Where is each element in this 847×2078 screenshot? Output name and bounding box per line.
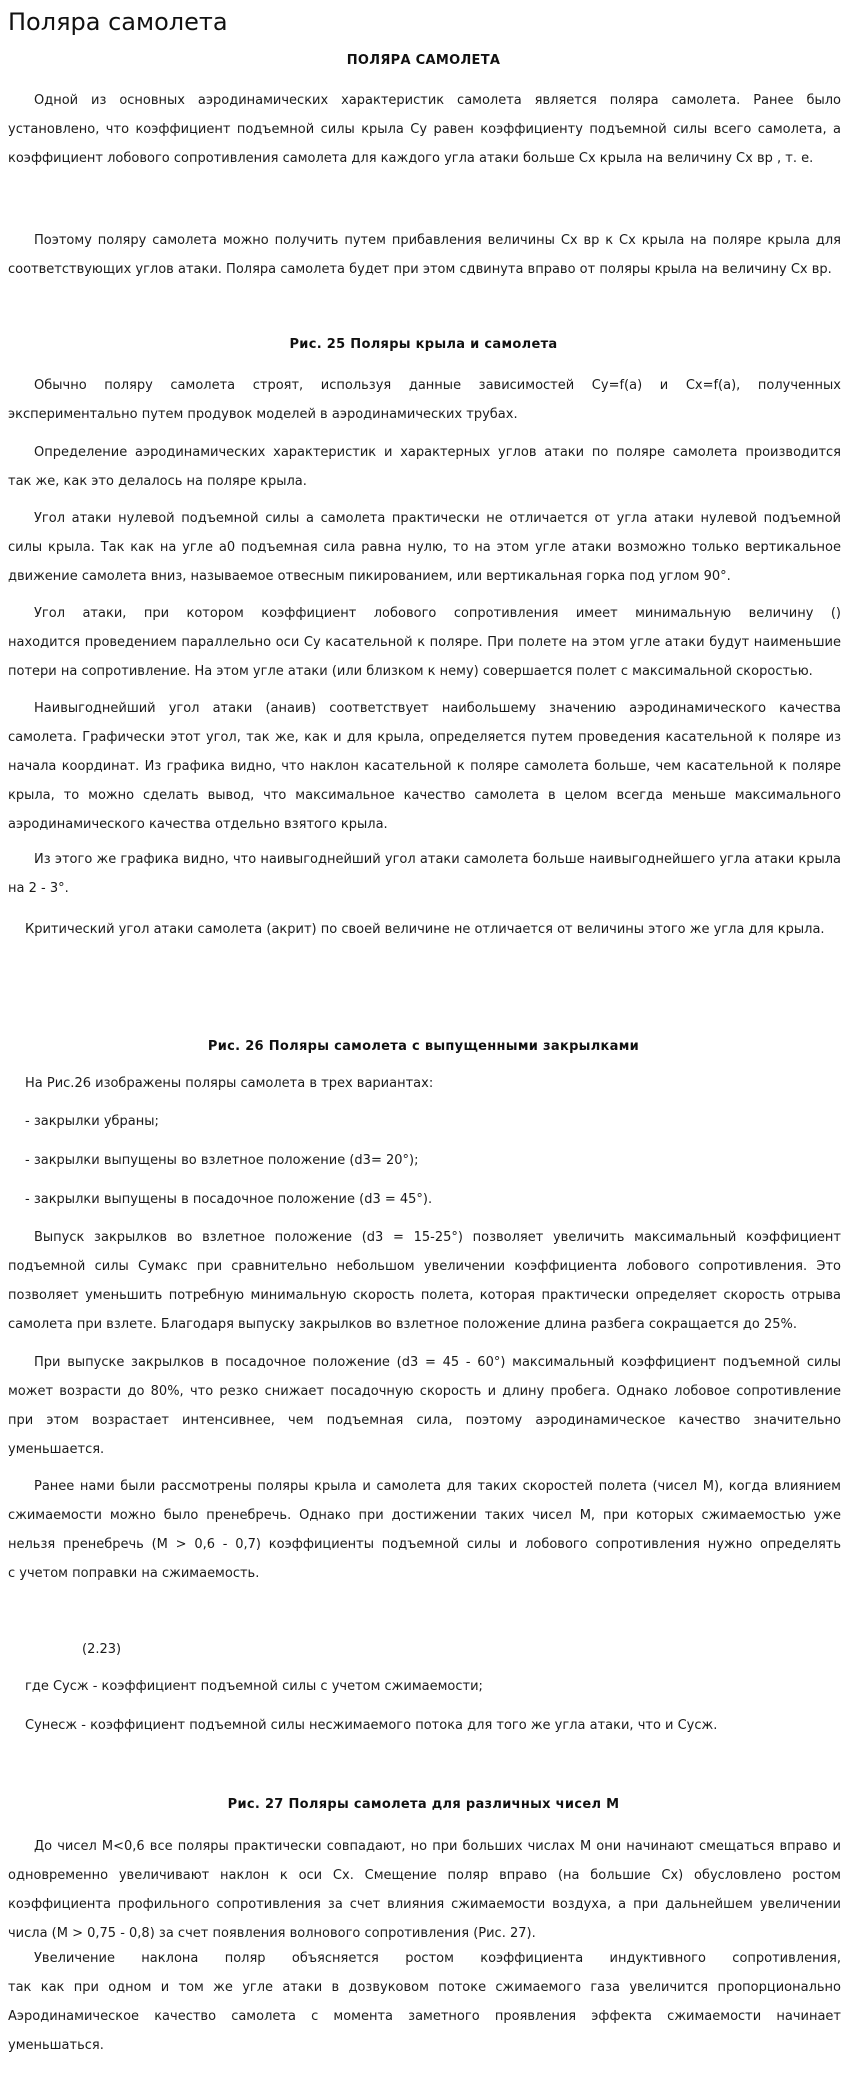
list-item: - закрылки выпущены в посадочное положение (d3 = 45°). [25,1192,433,1207]
paragraph-mach-shift [8,1832,841,1948]
figure-caption-26: Рис. 26 Поляры самолета с выпущенными закрылками [207,1039,640,1054]
text-line: уменьшаться. [8,2038,104,2053]
paragraph-min-drag-angle [8,599,841,686]
text-line: потери на сопротивление. На этом угле атаки (или близком к нему) совершается полет с максимальной скоростью. [8,664,813,679]
text-line: До чисел М<0,6 все поляры практически совпадают, но при больших числах М они начинают смещаться вправо и [34,1839,841,1854]
text-line: начала координат. Из графика видно, что наклон касательной к поляре самолета больше, чем касательной к поляре [8,759,841,774]
text-line: самолета. Графически этот угол, так же, как и для крыла, определяется путем проведения касательной к поляре из [8,730,841,745]
text-line: подъемной силы Cyмакс при сравнительно небольшом увеличении коэффициента лобового сопротивления. Это [8,1259,841,1274]
list-item: - закрылки убраны; [25,1114,159,1129]
text-line: Увеличение наклона поляр объясняется ростом коэффициента индуктивного сопротивления, [34,1951,841,1966]
text-line: Одной из основных аэродинамических характеристик самолета является поляра самолета. Ранее было [34,93,841,108]
text-line: Угол атаки, при котором коэффициент лобового сопротивления имеет минимальную величину () [34,606,841,621]
text-line: Определение аэродинамических характеристик и характерных углов атаки по поляре самолета производится [34,445,841,460]
text-line: так как при одном и том же угле атаки в дозвуковом потоке сжимаемого газа увеличится пропорционально [8,1980,841,1995]
text-line: нельзя пренебречь (М > 0,6 - 0,7) коэффициенты подъемной силы и лобового сопротивления нужно определять [8,1537,841,1552]
text-line: При выпуске закрылков в посадочное положение (d3 = 45 - 60°) максимальный коэффициент подъемной силы [34,1355,841,1370]
paragraph-construction [8,371,841,429]
figure-caption-27: Рис. 27 Поляры самолета для различных чисел М [227,1797,620,1812]
text-line: коэффициента профильного сопротивления за счет влияния сжимаемости воздуха, а при дальнейшем увеличении [8,1897,841,1912]
text-line: числа (М > 0,75 - 0,8) за счет появления волнового сопротивления (Рис. 27). [8,1926,536,1941]
figure-caption-25: Рис. 25 Поляры крыла и самолета [289,337,558,352]
text-line: при этом возрастает интенсивнее, чем подъемная сила, поэтому аэродинамическое качество значительно [8,1413,841,1428]
text-line: может возрасти до 80%, что резко снижает посадочную скорость и длину пробега. Однако лобовое сопротивление [8,1384,841,1399]
text-line: аэродинамического качества отдельно взятого крыла. [8,817,388,832]
text-line: одновременно увеличивают наклон к оси Cx. Смещение поляр вправо (на большие Cx) обусловлено ростом [8,1868,841,1883]
paragraph-slope-increase [8,1944,841,2060]
text-line: силы крыла. Так как на угле a0 подъемная сила равна нулю, то на этом угле атаки возможно только вертикальное [8,540,841,555]
text-line: Выпуск закрылков во взлетное положение (d3 = 15-25°) позволяет увеличить максимальный коэффициент [34,1230,841,1245]
paragraph-intro [8,86,841,173]
formula-reference: (2.23) [82,1642,122,1657]
text-line: на 2 - 3°. [8,881,69,896]
text-line: соответствующих углов атаки. Поляра самолета будет при этом сдвинута вправо от поляры крыла на величину Cx вр. [8,262,832,277]
text-line: сжимаемости можно было пренебречь. Однако при достижении таких чисел М, при которых сжимаемостью уже [8,1508,841,1523]
paragraph-best-angle-difference [8,845,841,903]
text-line: уменьшается. [8,1442,105,1457]
paragraph-landing-flaps [8,1348,841,1464]
definition-line: Cyнесж - коэффициент подъемной силы несжимаемого потока для того же угла атаки, что и Cyсж. [25,1718,718,1733]
text-line: с учетом поправки на сжимаемость. [8,1566,260,1581]
text-line: находится проведением параллельно оси Cy касательной к поляре. При полете на этом угле атаки будут наименьшие [8,635,841,650]
paragraph-polar-shift [8,226,841,284]
text-line: Ранее нами были рассмотрены поляры крыла и самолета для таких скоростей полета (чисел М), когда влиянием [34,1479,841,1494]
text-line: Поэтому поляру самолета можно получить путем прибавления величины Cx вр к Cx крыла на поляре крыла для [34,233,841,248]
text-line: Аэродинамическое качество самолета с момента заметного проявления эффекта сжимаемости начинает [8,2009,841,2024]
text-line: Обычно поляру самолета строят, используя данные зависимостей Cy=f(a) и Cx=f(a), полученных [34,378,841,393]
paragraph-critical-angle: Критический угол атаки самолета (aкрит) по своей величине не отличается от величины этого же угла для крыла. [25,922,825,937]
text-line: экспериментально путем продувок моделей в аэродинамических трубах. [8,407,518,422]
definition-line: где Cyсж - коэффициент подъемной силы с учетом сжимаемости; [25,1679,483,1694]
text-line: установлено, что коэффициент подъемной силы крыла Cy равен коэффициенту подъемной силы всего самолета, а [8,122,841,137]
paragraph-best-angle [8,694,841,839]
text-line: коэффициент лобового сопротивления самолета для каждого угла атаки больше Cx крыла на величину Cx вр , т. е. [8,151,814,166]
section-heading: ПОЛЯРА САМОЛЕТА [346,53,501,68]
text-line: позволяет уменьшить потребную минимальную скорость полета, которая практически определяет скорость отрыва [8,1288,841,1303]
list-item: - закрылки выпущены во взлетное положение (d3= 20°); [25,1153,419,1168]
paragraph-determination [8,438,841,496]
text-line: Из этого же графика видно, что наивыгоднейший угол атаки самолета больше наивыгоднейшего угла атаки крыла [34,852,841,867]
text-line: Угол атаки нулевой подъемной силы а самолета практически не отличается от угла атаки нулевой подъемной [34,511,841,526]
page-title: Поляра самолета [8,8,228,36]
text-line: движение самолета вниз, называемое отвесным пикированием, или вертикальная горка под углом 90°. [8,569,731,584]
text-line: Наивыгоднейший угол атаки (aнаив) соответствует наибольшему значению аэродинамического качества [34,701,841,716]
paragraph-zero-lift-angle [8,504,841,591]
text-line: самолета при взлете. Благодаря выпуску закрылков во взлетное положение длина разбега сокращается до 25%. [8,1317,798,1332]
paragraph-compressibility [8,1472,841,1588]
list-intro: На Рис.26 изображены поляры самолета в трех вариантах: [25,1076,434,1091]
text-line: крыла, то можно сделать вывод, что максимальное качество самолета в целом всегда меньше максимального [8,788,841,803]
paragraph-takeoff-flaps [8,1223,841,1339]
text-line: так же, как это делалось на поляре крыла. [8,474,307,489]
